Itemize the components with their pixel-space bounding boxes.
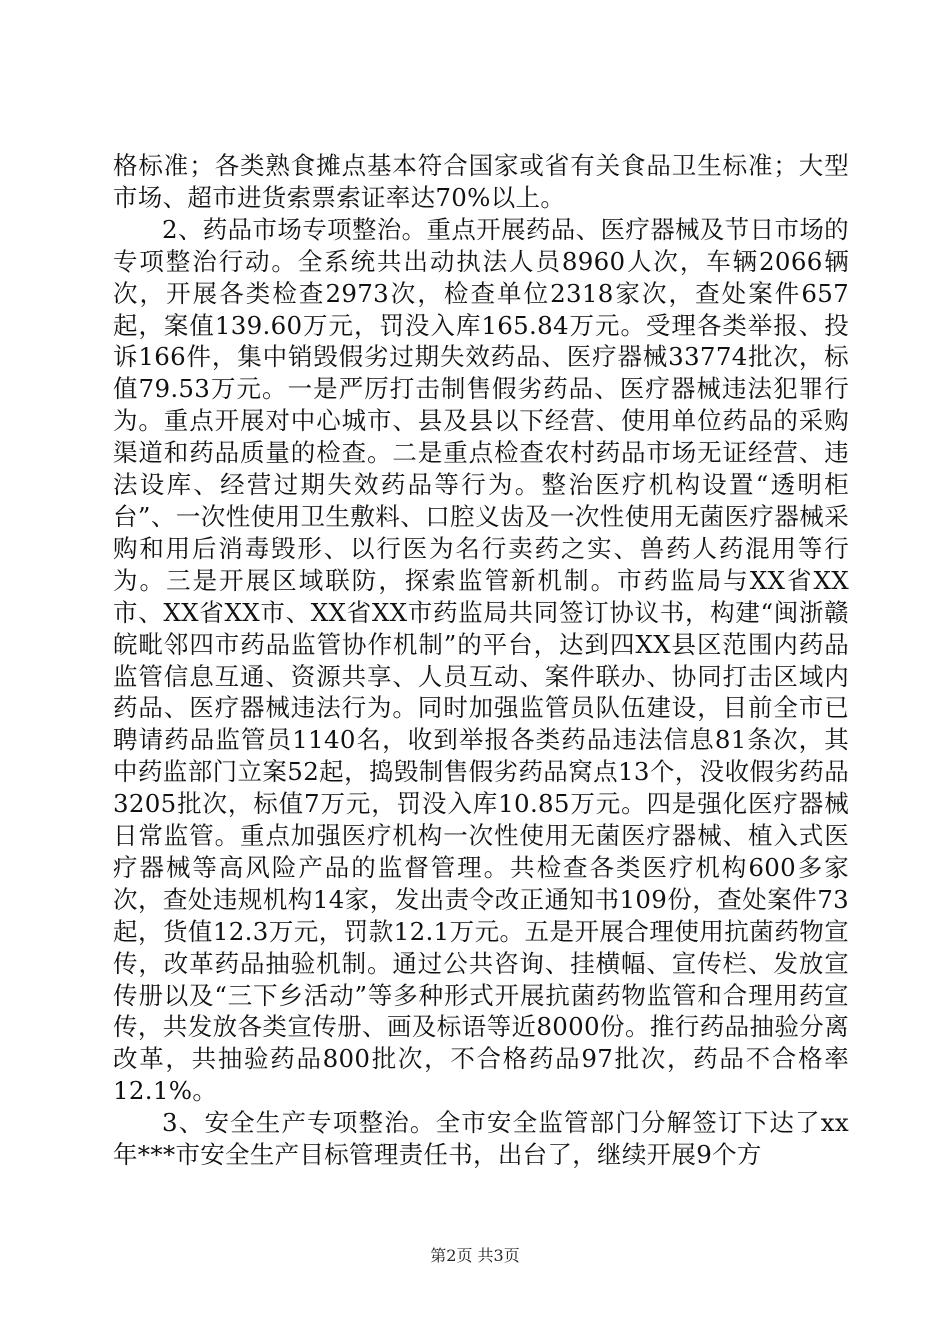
paragraph-safety-production-rectification: 3、安全生产专项整治。全市安全监管部门分解签订下达了xx年***市安全生产目标管理责任书，出台了，继续开展9个方: [113, 1108, 849, 1170]
page-number-footer: 第2页 共3页: [430, 1246, 520, 1265]
paragraph-continuation: 格标准；各类熟食摊点基本符合国家或省有关食品卫生标准；大型市场、超市进货索票索证率达70%以上。: [113, 151, 849, 212]
document-body: [113, 150, 849, 1171]
paragraph-drug-market-rectification: 2、药品市场专项整治。重点开展药品、医疗器械及节日市场的专项整治行动。全系统共出动执法人员8960人次，车辆2066辆次，开展各类检查2973次，检查单位2318家次，查处案件657起，案值139.60万元，罚没入库165.84万元。受理各类举报、投诉166件，集中销毁假劣过期失效药品、医疗器械33774批次，标值79.53万元。一是严厉打击制售假劣药品、医疗器械违法犯罪行为。重点开展对中心城市、县及县以下经营、使用单位药品的采购渠道和药品质量的检查。二是重点检查农村药品市场无证经营、违法设库、经营过期失效药品等行为。整治医疗机构设置“透明柜台”、一次性使用卫生敷料、口腔义齿及一次性使用无菌医疗器械采购和用后消毒毁形、以行医为名行卖药之实、兽药人药混用等行为。三是开展区域联防，探索监管新机制。市药监局与XX省XX市、XX省XX市、XX省XX市药监局共同签订协议书，构建“闽浙赣皖毗邻四市药品监管协作机制”的平台，达到四XX县区范围内药品监管信息互通、资源共享、人员互动、案件联办、协同打击区域内药品、医疗器械违法行为。同时加强监管员队伍建设，目前全市已聘请药品监管员1140名，收到举报各类药品违法信息81条次，其中药监部门立案52起，捣毁制售假劣药品窝点13个，没收假劣药品3205批次，标值7万元，罚没入库10.85万元。四是强化医疗器械日常监管。重点加强医疗机构一次性使用无菌医疗器械、植入式医疗器械等高风险产品的监督管理。共检查各类医疗机构600多家次，查处违规机构14家，发出责令改正通知书109份，查处案件73起，货值12.3万元，罚款12.1万元。五是开展合理使用抗菌药物宣传，改革药品抽验机制。通过公共咨询、挂横幅、宣传栏、发放宣传册以及“三下乡活动”等多种形式开展抗菌药物监管和合理用药宣传，共发放各类宣传册、画及标语等近8000份。推行药品抽验分离改革，共抽验药品800批次，不合格药品97批次，药品不合格率12.1%。: [113, 214, 849, 1106]
